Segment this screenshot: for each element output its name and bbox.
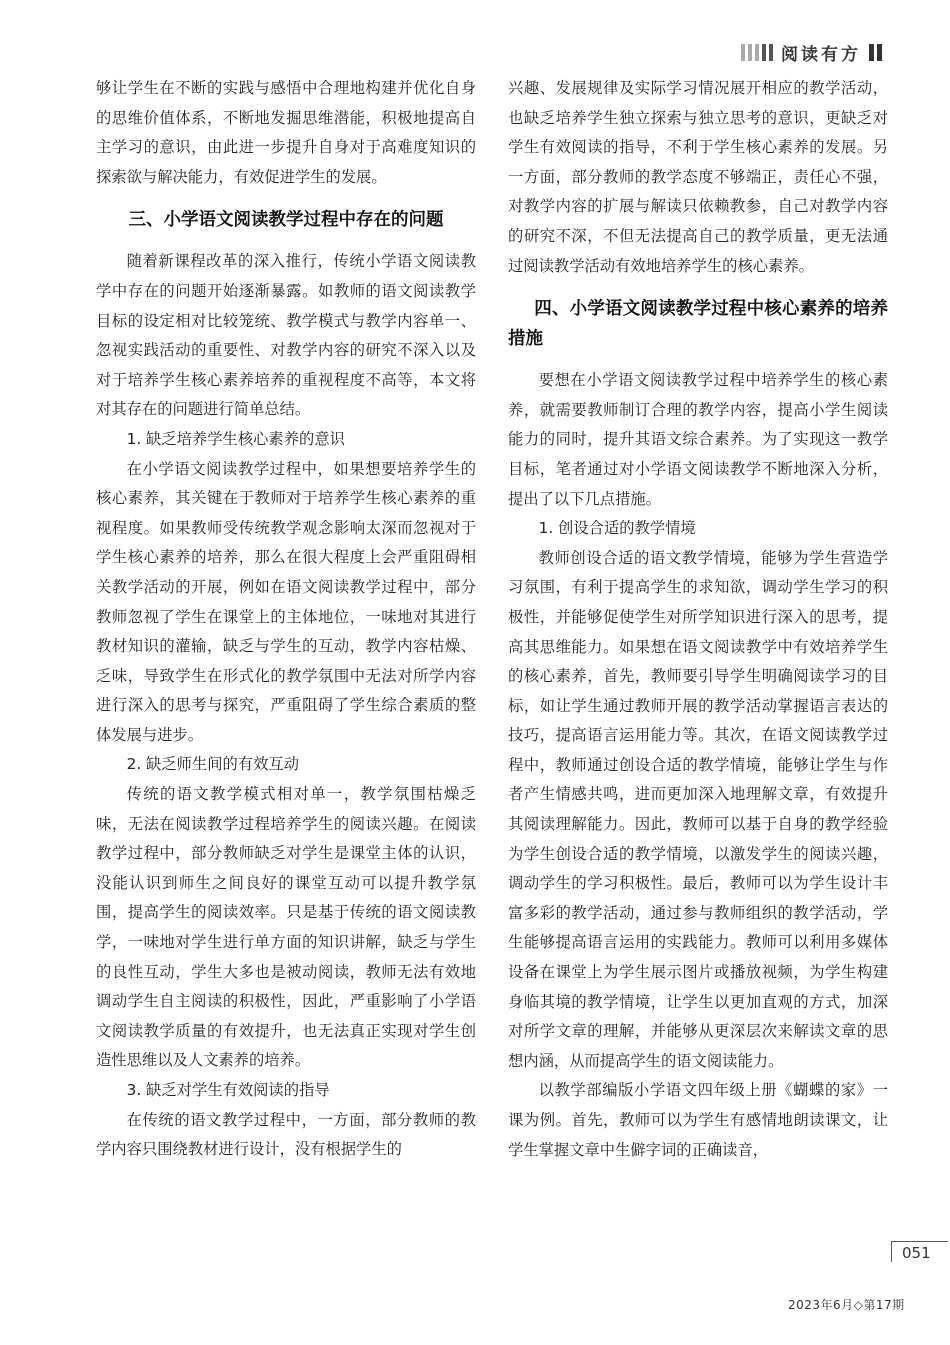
issue-date: 2023年6月◇第17期 (788, 1298, 905, 1312)
paragraph: 在传统的语文教学过程中，一方面，部分教师的教学内容只围绕教材进行设计，没有根据学生的 (96, 1110, 476, 1159)
left-column (96, 74, 476, 1165)
section-title: 阅读有方 (781, 45, 861, 65)
paragraph: 以教学部编版小学语文四年级上册《蝴蝶的家》一课为例。首先，教师可以为学生有感情地朗读课文，让学生掌握文章中生僻字词的正确读音， (508, 1081, 888, 1159)
section-heading: 四、小学语文阅读教学过程中核心素养的培养措施 (508, 299, 888, 350)
paragraph: 要想在小学语文阅读教学过程中培养学生的核心素养，就需要教师制订合理的教学内容，提高小学生阅读能力的同时，提升其语文综合素养。为了实现这一教学目标，笔者通过对小学语文阅读教学不断地深入分析，提出了以下几点措施。 (508, 371, 888, 508)
paragraph: 传统的语文教学模式相对单一，教学氛围枯燥乏味，无法在阅读教学过程培养学生的阅读兴趣。在阅读教学过程中，部分教师缺乏对学生是课堂主体的认识，没能认识到师生之间良好的课堂互动可以提升教学氛围，提高学生的阅读效率。只是基于传统的语文阅读教学，一味地对学生进行单方面的知识讲解，缺乏与学生的良性互动，学生大多也是被动阅读，教师无法有效地调动学生自主阅读的积极性，因此，严重影响了小学语文阅读教学质量的有效提升，也无法真正实现对学生创造性思维以及人文素养的培养。 (96, 785, 476, 1070)
right-column (508, 74, 888, 1165)
section-heading: 三、小学语文阅读教学过程中存在的问题 (128, 210, 444, 231)
subsection-heading: 1. 创设合适的教学情境 (538, 519, 696, 538)
page-number: 051 (891, 1241, 948, 1262)
paragraph: 随着新课程改革的深入推行，传统小学语文阅读教学中存在的问题开始逐渐暴露。如教师的语文阅读教学目标的设定相对比较笼统、教学模式与教学内容单一、忽视实践活动的重要性、对教学内容的研究不深入以及对于培养学生核心素养培养的重视程度不高等，本文将对其存在的问题进行简单总结。 (96, 252, 476, 419)
header-decoration-right (869, 44, 882, 61)
subsection-heading: 1. 缺乏培养学生核心素养的意识 (126, 429, 345, 448)
header-decoration-left (741, 44, 773, 61)
page-header (741, 40, 882, 65)
subsection-heading: 2. 缺乏师生间的有效互动 (126, 755, 300, 774)
paragraph: 教师创设合适的语文教学情境，能够为学生营造学习氛围，有利于提高学生的求知欲，调动学生学习的积极性，并能够促使学生对所学知识进行深入的思考，提高其思维能力。如果想在语文阅读教学中有效培养学生的核心素养，首先，教师要引导学生明确阅读学习的目标，如让学生通过教师开展的教学活动掌握语言表达的技巧，提高语言运用能力等。其次，在语文阅读教学过程中，教师通过创设合适的教学情境，能够让学生与作者产生情感共鸣，进而更加深入地理解文章，有效提升其阅读理解能力。因此，教师可以基于自身的教学经验为学生创设合适的教学情境，以激发学生的阅读兴趣，调动学生的学习积极性。最后，教师可以为学生设计丰富多彩的教学活动，通过参与教师组织的教学活动，学生能够提高语言运用的实践能力。教师可以利用多媒体设备在课堂上为学生展示图片或播放视频，为学生构建身临其境的教学情境，让学生以更加直观的方式，加深对所学文章的理解，并能够从更深层次来解读文章的思想内涵，从而提高学生的语文阅读能力。 (508, 548, 888, 1070)
paragraph: 在小学语文阅读教学过程中，如果想要培养学生的核心素养，其关键在于教师对于培养学生核心素养的重视程度。如果教师受传统教学观念影响太深而忽视对于学生核心素养的培养，那么在很大程度上会严重阻碍相关教学活动的开展，例如在语文阅读教学过程中，部分教师忽视了学生在课堂上的主体地位，一味地对其进行教材知识的灌输，缺乏与学生的互动，教学内容枯燥、乏味，导致学生在形式化的教学氛围中无法对所学内容进行深入的思考与探究，严重阻碍了学生综合素质的整体发展与进步。 (96, 459, 476, 744)
paragraph: 够让学生在不断的实践与感悟中合理地构建并优化自身的思维价值体系，不断地发掘思维潜能，积极地提高自主学习的意识，由此进一步提升自身对于高难度知识的探索欲与解决能力，有效促进学生的发展。 (96, 79, 476, 186)
subsection-heading: 3. 缺乏对学生有效阅读的指导 (126, 1081, 330, 1099)
paragraph: 兴趣、发展规律及实际学习情况展开相应的教学活动，也缺乏培养学生独立探索与独立思考的意识，更缺乏对学生有效阅读的指导，不利于学生核心素养的发展。另一方面，部分教师的教学态度不够端正，责任心不强，对教学内容的扩展与解读只依赖教参，自己对教学内容的研究不深，不但无法提高自己的教学质量，更无法通过阅读教学活动有效地培养学生的核心素养。 (508, 79, 888, 275)
